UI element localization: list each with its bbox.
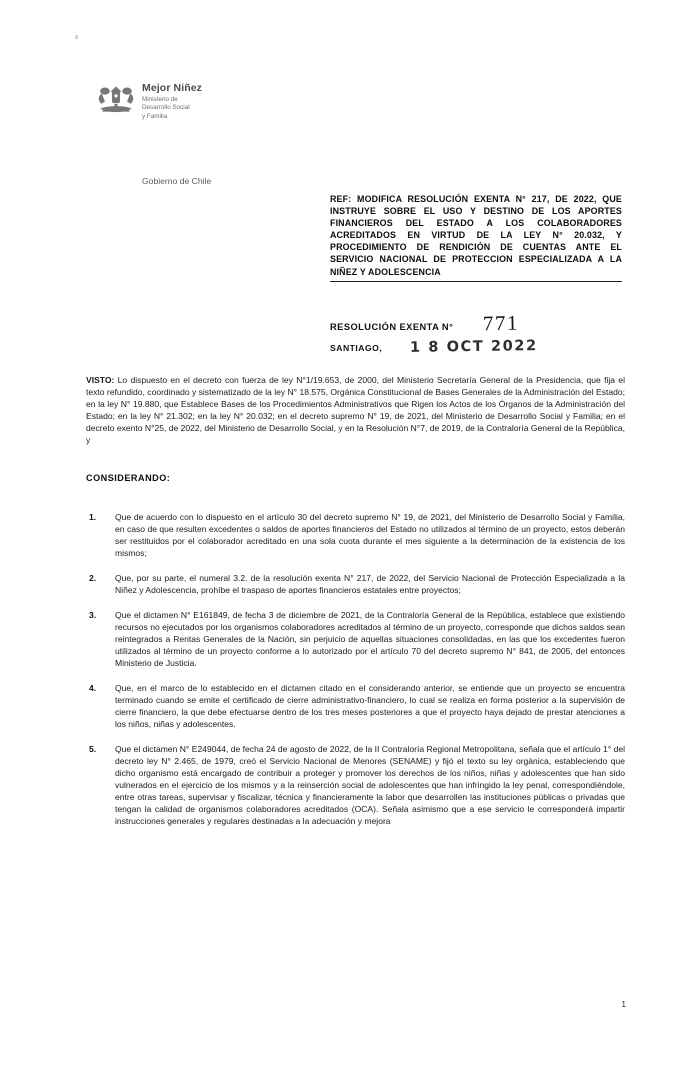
resolution-number-row bbox=[330, 311, 519, 336]
list-item-marker: 1. bbox=[89, 512, 97, 522]
list-item-text: Que, por su parte, el numeral 3.2. de la resolución exenta N° 217, de 2022, del Servicio Nacional de Protección Especializada a la Niñez y Adolescencia, prohíbe el traspaso de aportes financieros estatales entre proyectos; bbox=[115, 573, 625, 595]
logo-government-text: Gobierno de Chile bbox=[142, 176, 212, 186]
list-item bbox=[86, 609, 625, 669]
list-item bbox=[86, 682, 625, 730]
resolution-number-handwritten: 771 bbox=[482, 310, 520, 336]
list-item bbox=[86, 743, 625, 827]
list-item-marker: 2. bbox=[89, 573, 97, 583]
list-item-text: Que, en el marco de lo establecido en el dictamen citado en el considerando anterior, se entiende que un proyecto se encuentra terminado cuando se emite el certificado de cierre administrativo-financiero, lo cual se realiza en forma posterior a la supervisión de cierre financiero, la que debe efectuarse dentro de los tres meses posteriores a que el proyecto haya dejado de prestar atenciones a los niños, niñas y adolescentes. bbox=[115, 683, 625, 729]
city-date-row bbox=[330, 339, 538, 355]
logo-ministry-text: Ministerio de Desarrollo Social y Familia bbox=[142, 96, 190, 120]
letterhead-logo bbox=[92, 78, 227, 190]
list-item-text: Que el dictamen N° E249044, de fecha 24 de agosto de 2022, de la II Contraloría Regional Metropolitana, señala que el artículo 1° del decreto ley N° 2.465, de 1979, creó el Servicio Nacional de Menores (SENAME) y fijó el texto su ley orgánica, estableciendo que dicho organismo está encargado de contribuir a proteger y promover los derechos de los niños, niñas y adolescentes que han sido vulnerados en el ejercicio de los mismos y a la reinserción social de adolescentes que han infringido la ley penal, correspondiéndole, entre otras tareas, supervisar y fiscalizar, técnica y financieramente la labor que desarrollen las instituciones públicas o privadas que tengan la calidad de organismos colaboradores acreditados (OCA). Señala asimismo que a ese servicio le corresponderá impartir instrucciones generales y regulares destinadas a la adecuación y mejora bbox=[115, 744, 625, 826]
reference-block bbox=[330, 193, 622, 282]
document-body bbox=[86, 374, 625, 827]
list-item-text: Que de acuerdo con lo dispuesto en el artículo 30 del decreto supremo N° 19, de 2021, del Ministerio de Desarrollo Social y Familia, en caso de que resulten excedentes o saldos de aportes financieros del Estado no utilizados al término de un proyecto, estos deberán ser restituidos por el colaborador acreditado en una sola cuota durante el mes siguiente a la determinación de la existencia de los mismos; bbox=[115, 512, 625, 558]
list-item-marker: 5. bbox=[89, 744, 97, 754]
considerando-list bbox=[86, 511, 625, 827]
visto-text: Lo dispuesto en el decreto con fuerza de ley N°1/19.653, de 2000, del Ministerio Secretaría General de la Presidencia, que fija el texto refundido, coordinado y sistematizado de la ley N° 18.575, Orgánica Constitucional de Bases Generales de la Administración del Estado; en la ley N° 19.880, que Establece Bases de los Procedimientos Administrativos que Rigen los Actos de los Órganos de la Administración del Estado; en la ley N° 21.302; en la ley N° 20.032; en el decreto supremo N° 19, de 2021, del Ministerio de Desarrollo Social y Familia; en el decreto exento N°25, de 2022, del Ministerio de Desarrollo Social, y en la Resolución N°7, de 2019, de la Contraloría General de la República, y bbox=[86, 375, 625, 445]
list-item-marker: 4. bbox=[89, 683, 97, 693]
page-number: 1 bbox=[621, 1000, 626, 1009]
chile-coat-of-arms-icon bbox=[96, 84, 136, 118]
date-stamp: 1 8 OCT 2022 bbox=[410, 338, 539, 356]
scan-artifact-speck bbox=[75, 35, 78, 39]
city-label: SANTIAGO, bbox=[330, 343, 383, 353]
reference-divider bbox=[330, 281, 622, 282]
visto-label: VISTO: bbox=[86, 375, 115, 385]
resolution-label: RESOLUCIÓN EXENTA N° bbox=[330, 322, 454, 332]
logo-brand-title: Mejor Niñez bbox=[142, 82, 203, 94]
list-item bbox=[86, 511, 625, 559]
list-item bbox=[86, 572, 625, 596]
visto-paragraph bbox=[86, 374, 625, 446]
reference-text: REF: MODIFICA RESOLUCIÓN EXENTA N° 217, DE 2022, QUE INSTRUYE SOBRE EL USO Y DESTINO DE LOS APORTES FINANCIEROS DEL ESTADO A LOS COLABORADORES ACREDITADOS EN VIRTUD DE LA LEY N° 20.032, Y PROCEDIMIENTO DE RENDICIÓN DE CUENTAS ANTE EL SERVICIO NACIONAL DE PROTECCION ESPECIALIZADA A LA NIÑEZ Y ADOLESCENCIA bbox=[330, 194, 622, 277]
list-item-marker: 3. bbox=[89, 610, 97, 620]
list-item-text: Que el dictamen N° E161849, de fecha 3 de diciembre de 2021, de la Contraloría General de la República, establece que existiendo recursos no ejecutados por los organismos colaboradores acreditados al término de un proyecto, corresponde que dichos saldos sean reintegrados a Rentas Generales de la Nación, sin perjuicio de aquellas situaciones consolidadas, en las que los excedentes fueron utilizados al término de un proyecto conforme a lo autorizado por el artículo 70 del decreto supremo N° 841, de 2005, del entonces Ministerio de Justicia. bbox=[115, 610, 625, 668]
considerando-heading: CONSIDERANDO: bbox=[86, 473, 171, 483]
